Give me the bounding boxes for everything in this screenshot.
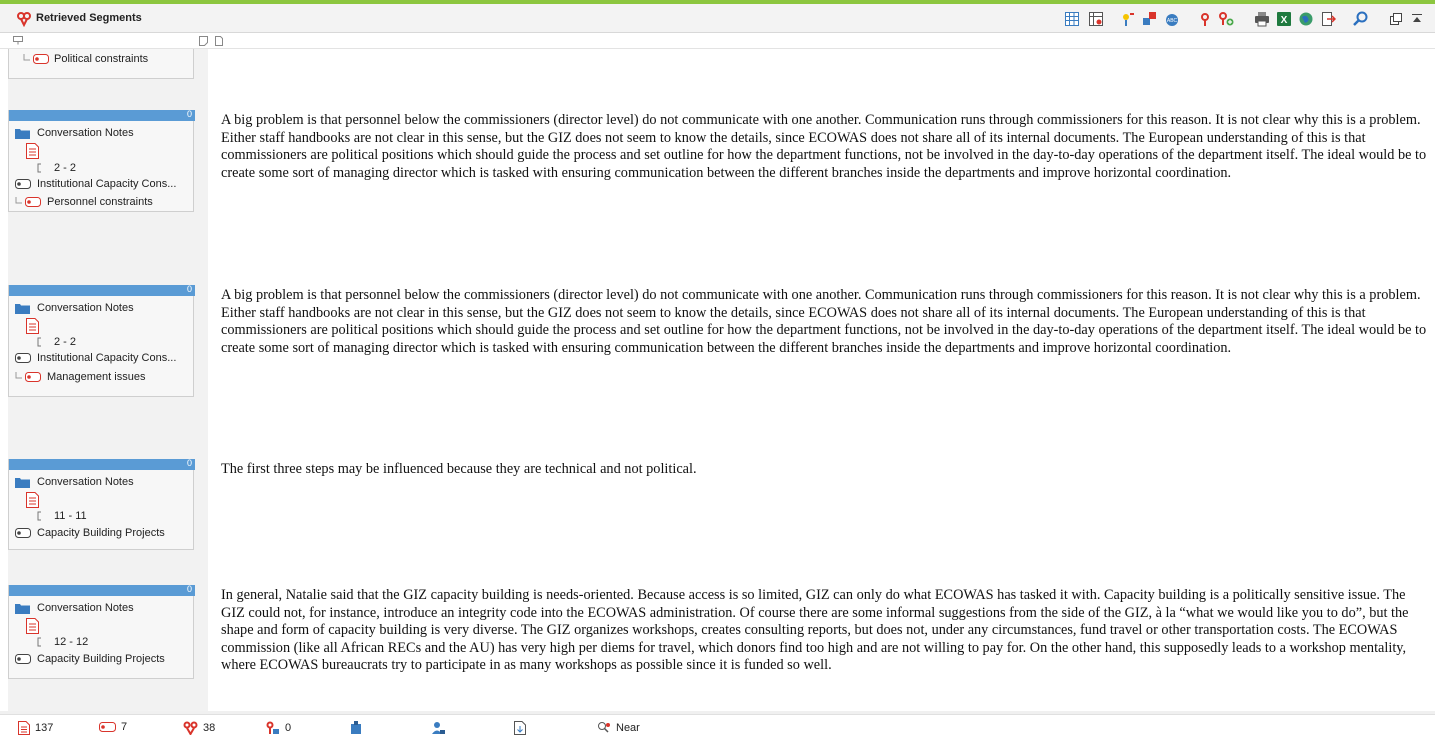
tree-branch-icon xyxy=(15,197,23,207)
document-group-name: Conversation Notes xyxy=(37,302,134,314)
segment-text[interactable]: In general, Natalie said that the GIZ capacity building is needs-oriented. Because access is so limited, GIZ can only do what ECOWAS has tasked it with. Capacity building is a politically sensitive issue. The GIZ could not, for instance, introduce an integrity code into the ECOWAS administration. Of course there are some informal suggestions from the side of the GIZ, à la “what we would like you to do”, but the shape and form of capacity building is very diverse. The GIZ organizes workshops, creates consulting reports, but does not, under any circumstances, fund travel or other transportation costs. The ECOWAS commission (like all African RECs and the AU) has very high per diems for travel, which donors find too high and are not willing to pay for. On the other hand, this supposedly leads to a workshop mentality, where ECOWAS bureaucrats try to participate in as many workshops as possible since it is funded so well. xyxy=(221,587,1409,674)
document-icon xyxy=(26,618,39,634)
code-name: Political constraints xyxy=(54,53,149,65)
folder-icon xyxy=(15,302,30,314)
folder-icon xyxy=(15,127,30,139)
segment-weight: 0 xyxy=(186,109,192,119)
segments-count-item[interactable] xyxy=(183,721,215,735)
code-tag-icon xyxy=(25,197,41,207)
near-search-icon xyxy=(597,721,611,735)
segment-weight: 0 xyxy=(186,584,192,594)
memos-count-item[interactable] xyxy=(264,721,291,735)
near-label: Near xyxy=(616,722,640,734)
segment-range-row[interactable] xyxy=(37,160,76,176)
code-tag-icon xyxy=(33,54,49,64)
segment-weight: 0 xyxy=(186,284,192,294)
document-activation-button[interactable] xyxy=(349,721,363,735)
code-tag-icon xyxy=(99,722,116,732)
document-icon xyxy=(26,318,39,334)
document-group-name: Conversation Notes xyxy=(37,602,134,614)
code-tag-icon xyxy=(15,179,31,189)
svg-text:ABC: ABC xyxy=(1166,18,1178,24)
colors-icon[interactable] xyxy=(1142,11,1158,27)
code-name: Capacity Building Projects xyxy=(37,527,165,539)
subcode-row[interactable] xyxy=(15,369,145,385)
memos-count: 0 xyxy=(285,722,292,734)
search-icon[interactable] xyxy=(1353,11,1369,27)
near-search-item[interactable] xyxy=(597,721,640,735)
segments-icon xyxy=(183,721,198,735)
undock-icon[interactable] xyxy=(1388,11,1404,27)
segment-weight: 0 xyxy=(186,458,192,468)
user-filter-button[interactable] xyxy=(432,721,446,735)
segment-header-bar xyxy=(9,585,195,596)
activate-documents-icon xyxy=(349,721,363,735)
tree-branch-icon xyxy=(15,372,23,382)
document-group-row[interactable] xyxy=(15,300,134,316)
subcode-name: Personnel constraints xyxy=(47,196,153,208)
document-group-row[interactable] xyxy=(15,125,134,141)
segment-text[interactable]: A big problem is that personnel below the commissioners (director level) do not communicate with one another. Communication runs through commissioners for this reason. It is not clear why this is a problem. Either staff handbooks are not clear in this sense, but the GIZ does not seem to know the details, since ECOWAS does not share all of its internal documents. The European understanding of this is that commissioners are political positions which should guide the process and set outline for how the department functions, not be involved in the day-to-day operations of the department itself. The ideal would be to create some sort of managing director which is tasked with ensuring communication between the different branches inside the departments and improve horizontal coordination. xyxy=(221,112,1427,181)
spellcheck-icon[interactable] xyxy=(1164,11,1180,27)
segment-range-row[interactable] xyxy=(37,334,76,350)
document-group-row[interactable] xyxy=(15,600,134,616)
codes-count: 7 xyxy=(121,721,128,733)
document-arrow-icon xyxy=(514,721,526,735)
code-tag-icon xyxy=(25,372,41,382)
documents-count: 137 xyxy=(35,722,54,734)
document-group-name: Conversation Notes xyxy=(37,476,134,488)
add-code-icon[interactable] xyxy=(1218,11,1234,27)
segment-header-bar xyxy=(9,459,195,470)
document-icon xyxy=(26,492,39,508)
code-row[interactable] xyxy=(15,651,165,667)
web-export-icon[interactable] xyxy=(1298,11,1314,27)
svg-text:X: X xyxy=(1280,15,1288,26)
export-icon[interactable] xyxy=(1321,11,1337,27)
segments-icon xyxy=(16,11,32,27)
segment-range-row[interactable] xyxy=(37,634,88,650)
segment-text[interactable]: A big problem is that personnel below the commissioners (director level) do not communicate with one another. Communication runs through commissioners for this reason. It is not clear why this is a problem. Either staff handbooks are not clear in this sense, but the GIZ does not seem to know the details, since ECOWAS does not share all of its internal documents. The European understanding of this is that commissioners are political positions which should guide the process and set outline for how the department functions, not be involved in the day-to-day operations of the department itself. The ideal would be to create some sort of managing director which is tasked with ensuring communication between the different branches inside the departments and improve horizontal coordination. xyxy=(221,287,1427,356)
segment-range: 2 - 2 xyxy=(54,336,77,348)
window-title: Retrieved Segments xyxy=(36,12,142,24)
column-header xyxy=(0,33,1435,49)
code-name: Institutional Capacity Cons... xyxy=(37,178,177,190)
segment-info-card[interactable] xyxy=(8,285,194,397)
document-column-icon[interactable] xyxy=(215,36,223,46)
status-bar xyxy=(0,714,1435,739)
code-row[interactable] xyxy=(23,51,148,67)
title-bar xyxy=(0,4,1435,33)
segment-range: 12 - 12 xyxy=(54,636,89,648)
segment-text[interactable]: The first three steps may be influenced because they are technical and not political. xyxy=(221,461,697,477)
document-export-button[interactable] xyxy=(514,721,526,735)
segment-info-card[interactable] xyxy=(8,110,194,212)
segment-info-card[interactable] xyxy=(8,585,194,679)
position-bracket-icon xyxy=(37,511,45,521)
code-name: Institutional Capacity Cons... xyxy=(37,352,177,364)
code-icon[interactable] xyxy=(1197,11,1213,27)
print-icon[interactable] xyxy=(1254,11,1270,27)
info-column-icon[interactable] xyxy=(13,36,23,45)
code-tag-icon xyxy=(15,654,31,664)
tree-branch-icon xyxy=(23,54,31,64)
position-bracket-icon xyxy=(37,163,45,173)
segment-info-card[interactable] xyxy=(8,49,194,79)
folder-icon xyxy=(15,602,30,614)
memo-column-icon[interactable] xyxy=(199,36,208,46)
code-row[interactable] xyxy=(15,525,165,541)
position-bracket-icon xyxy=(37,337,45,347)
subcode-row[interactable] xyxy=(15,194,153,210)
table-view-icon[interactable] xyxy=(1064,11,1080,27)
document-icon xyxy=(26,143,39,159)
code-tag-icon xyxy=(15,353,31,363)
folder-icon xyxy=(15,476,30,488)
position-bracket-icon xyxy=(37,637,45,647)
code-row[interactable] xyxy=(15,176,176,192)
excel-export-icon[interactable] xyxy=(1276,11,1292,27)
code-tag-icon xyxy=(15,528,31,538)
code-name: Capacity Building Projects xyxy=(37,653,165,665)
segment-header-bar xyxy=(9,285,195,296)
segment-header-bar xyxy=(9,110,195,121)
segments-count: 38 xyxy=(203,722,216,734)
code-row[interactable] xyxy=(15,350,176,366)
segment-range-row[interactable] xyxy=(37,508,87,524)
highlight-icon[interactable] xyxy=(1120,11,1136,27)
documents-count-item[interactable] xyxy=(18,721,53,735)
user-icon xyxy=(432,721,446,735)
code-filter-icon xyxy=(264,721,280,735)
document-icon xyxy=(18,721,30,735)
subcode-name: Management issues xyxy=(47,371,146,383)
document-group-name: Conversation Notes xyxy=(37,127,134,139)
collapse-icon[interactable] xyxy=(1409,11,1425,27)
overview-icon[interactable] xyxy=(1088,11,1104,27)
segment-info-card[interactable] xyxy=(8,459,194,550)
document-group-row[interactable] xyxy=(15,474,134,490)
segment-range: 2 - 2 xyxy=(54,162,77,174)
segment-range: 11 - 11 xyxy=(54,510,87,522)
codes-count-item[interactable] xyxy=(99,721,127,733)
